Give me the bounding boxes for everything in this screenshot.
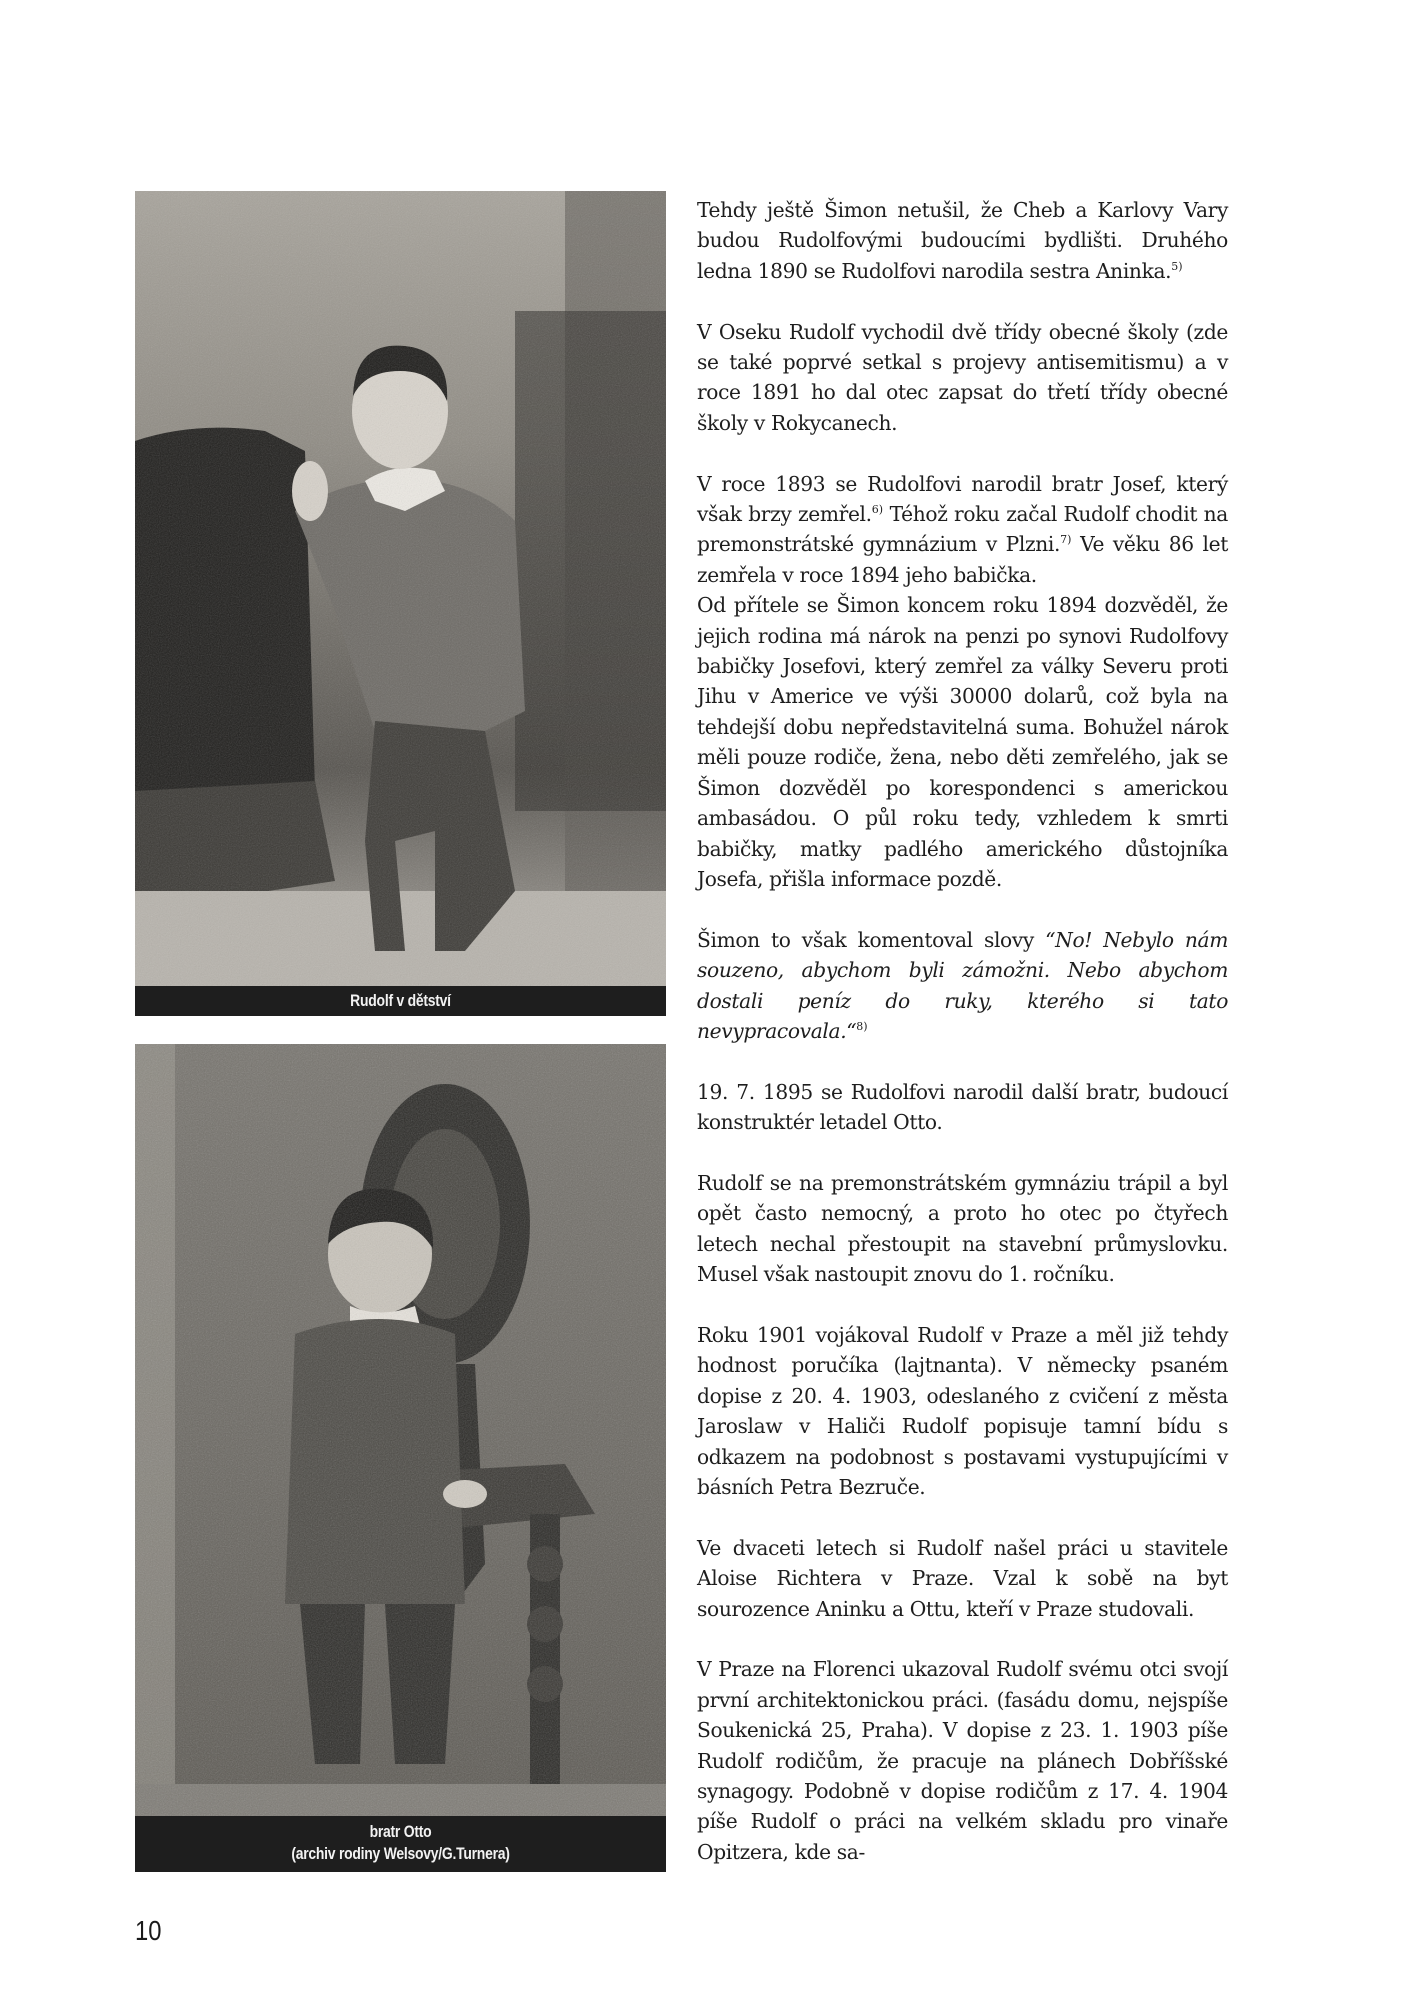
footnote-ref[interactable]: 6)	[871, 503, 884, 517]
paragraph: V Oseku Rudolf vychodil dvě třídy obecné školy (zde se také poprvé setkal s projevy antisemitismu) a v roce 1891 ho dal otec zapsat do třetí třídy obecné školy v Rokycanech.	[697, 319, 1228, 435]
paragraph: Tehdy ještě Šimon netušil, že Cheb a Karlovy Vary budou Rudolfovými budoucími bydlišti. Druhého ledna 1890 se Rudolfovi narodila sestra Aninka.$^{5)}$	[697, 198, 1228, 283]
photo-caption-line: Rudolf v dětství	[350, 991, 451, 1010]
paragraph: Rudolf se na premonstrátském gymnáziu trápil a byl opět často nemocný, a proto ho otec po čtyřech letech nechal přestoupit na stavební průmyslovku. Musel však nastoupit znovu do 1. ročníku.	[697, 1170, 1228, 1287]
photo-caption	[135, 986, 666, 1016]
paragraph: 19. 7. 1895 se Rudolfovi narodil další bratr, budoucí konstruktér letadel Otto.	[697, 1079, 1228, 1135]
photo-rudolf-image	[135, 191, 666, 1016]
paragraph: Od přítele se Šimon koncem roku 1894 dozvěděl, že jejich rodina má nárok na penzi po synovi Rudolfovy babičky Josefovi, který zemřel za války Severu proti Jihu v Americe ve výši 30000 dolarů, což byla na tehdejší dobu nepředstavitelná suma. Bohužel nárok měli pouze rodiče, žena, nebo děti zemřelého, jak se Šimon dozvěděl po korespondenci s americkou ambasádou. O půl roku tedy, vzhledem k smrti babičky, matky padlého amerického důstojníka Josefa, přišla informace pozdě.	[697, 593, 1228, 891]
quote: “No! Nebylo nám souzeno, abychom byli zámožni. Nebo abychom dostali peníz do ruky, kterého si tato nevypracovala.“	[697, 927, 1228, 1043]
paragraph-quote: Šimon to však komentoval slovy “No! Nebylo nám souzeno, abychom byli zámožni. Nebo abychom dostali peníz do ruky, kterého si tato nevypracovala.“$^{8)}$	[697, 927, 1228, 1043]
photo-otto-image	[135, 1044, 666, 1872]
paragraph: Ve dvaceti letech si Rudolf našel práci u stavitele Aloise Richtera v Praze. Vzal k sobě na byt sourozence Aninku a Ottu, kteří v Praze studovali.	[697, 1535, 1228, 1621]
page-number: 10	[135, 1915, 162, 1946]
paragraph: Roku 1901 vojákoval Rudolf v Praze a měl již tehdy hodnost poručíka (lajtnanta). V německy psaném dopise z 20. 4. 1903, odeslaného z cvičení z města Jaroslaw v Haliči Rudolf popisuje tamní bídu s odkazem na podobnost s postavami vystupujícími v básních Petra Bezruče.	[697, 1322, 1228, 1499]
body-text-column	[697, 195, 1228, 1898]
footnote-ref[interactable]: 8)	[856, 1019, 868, 1033]
footnote-ref[interactable]: 7)	[1060, 533, 1072, 547]
paragraph: V Praze na Florenci ukazoval Rudolf svému otci svojí první architektonickou práci. (fasádu domu, nejspíše Soukenická 25, Praha). V dopise z 23. 1. 1903 píše Rudolf rodičům, že pracuje na plánech Dobříšské synagogy. Podobně v dopise rodičům z 17. 4. 1904 píše Rudolf o práci na velkém skladu pro vinaře Opitzera, kde sa-	[697, 1657, 1228, 1864]
photo-caption-line: bratr Otto	[369, 1822, 432, 1841]
photo-brother-otto	[135, 1044, 666, 1872]
photo-caption	[135, 1816, 666, 1872]
photo-rudolf-childhood	[135, 191, 666, 1016]
photo-caption-line: (archiv rodiny Welsovy/G.Turnera)	[291, 1844, 510, 1863]
paragraph: V roce 1893 se Rudolfovi narodil bratr Josef, který však brzy zemřel.$^{6)}$ Téhož roku začal Rudolf chodit na premonstrátské gymnázium v Plzni.$^{7)}$ Ve věku 86 let zemřela v roce 1894 jeho babička.	[697, 471, 1228, 587]
footnote-ref[interactable]: 5)	[1171, 259, 1183, 273]
